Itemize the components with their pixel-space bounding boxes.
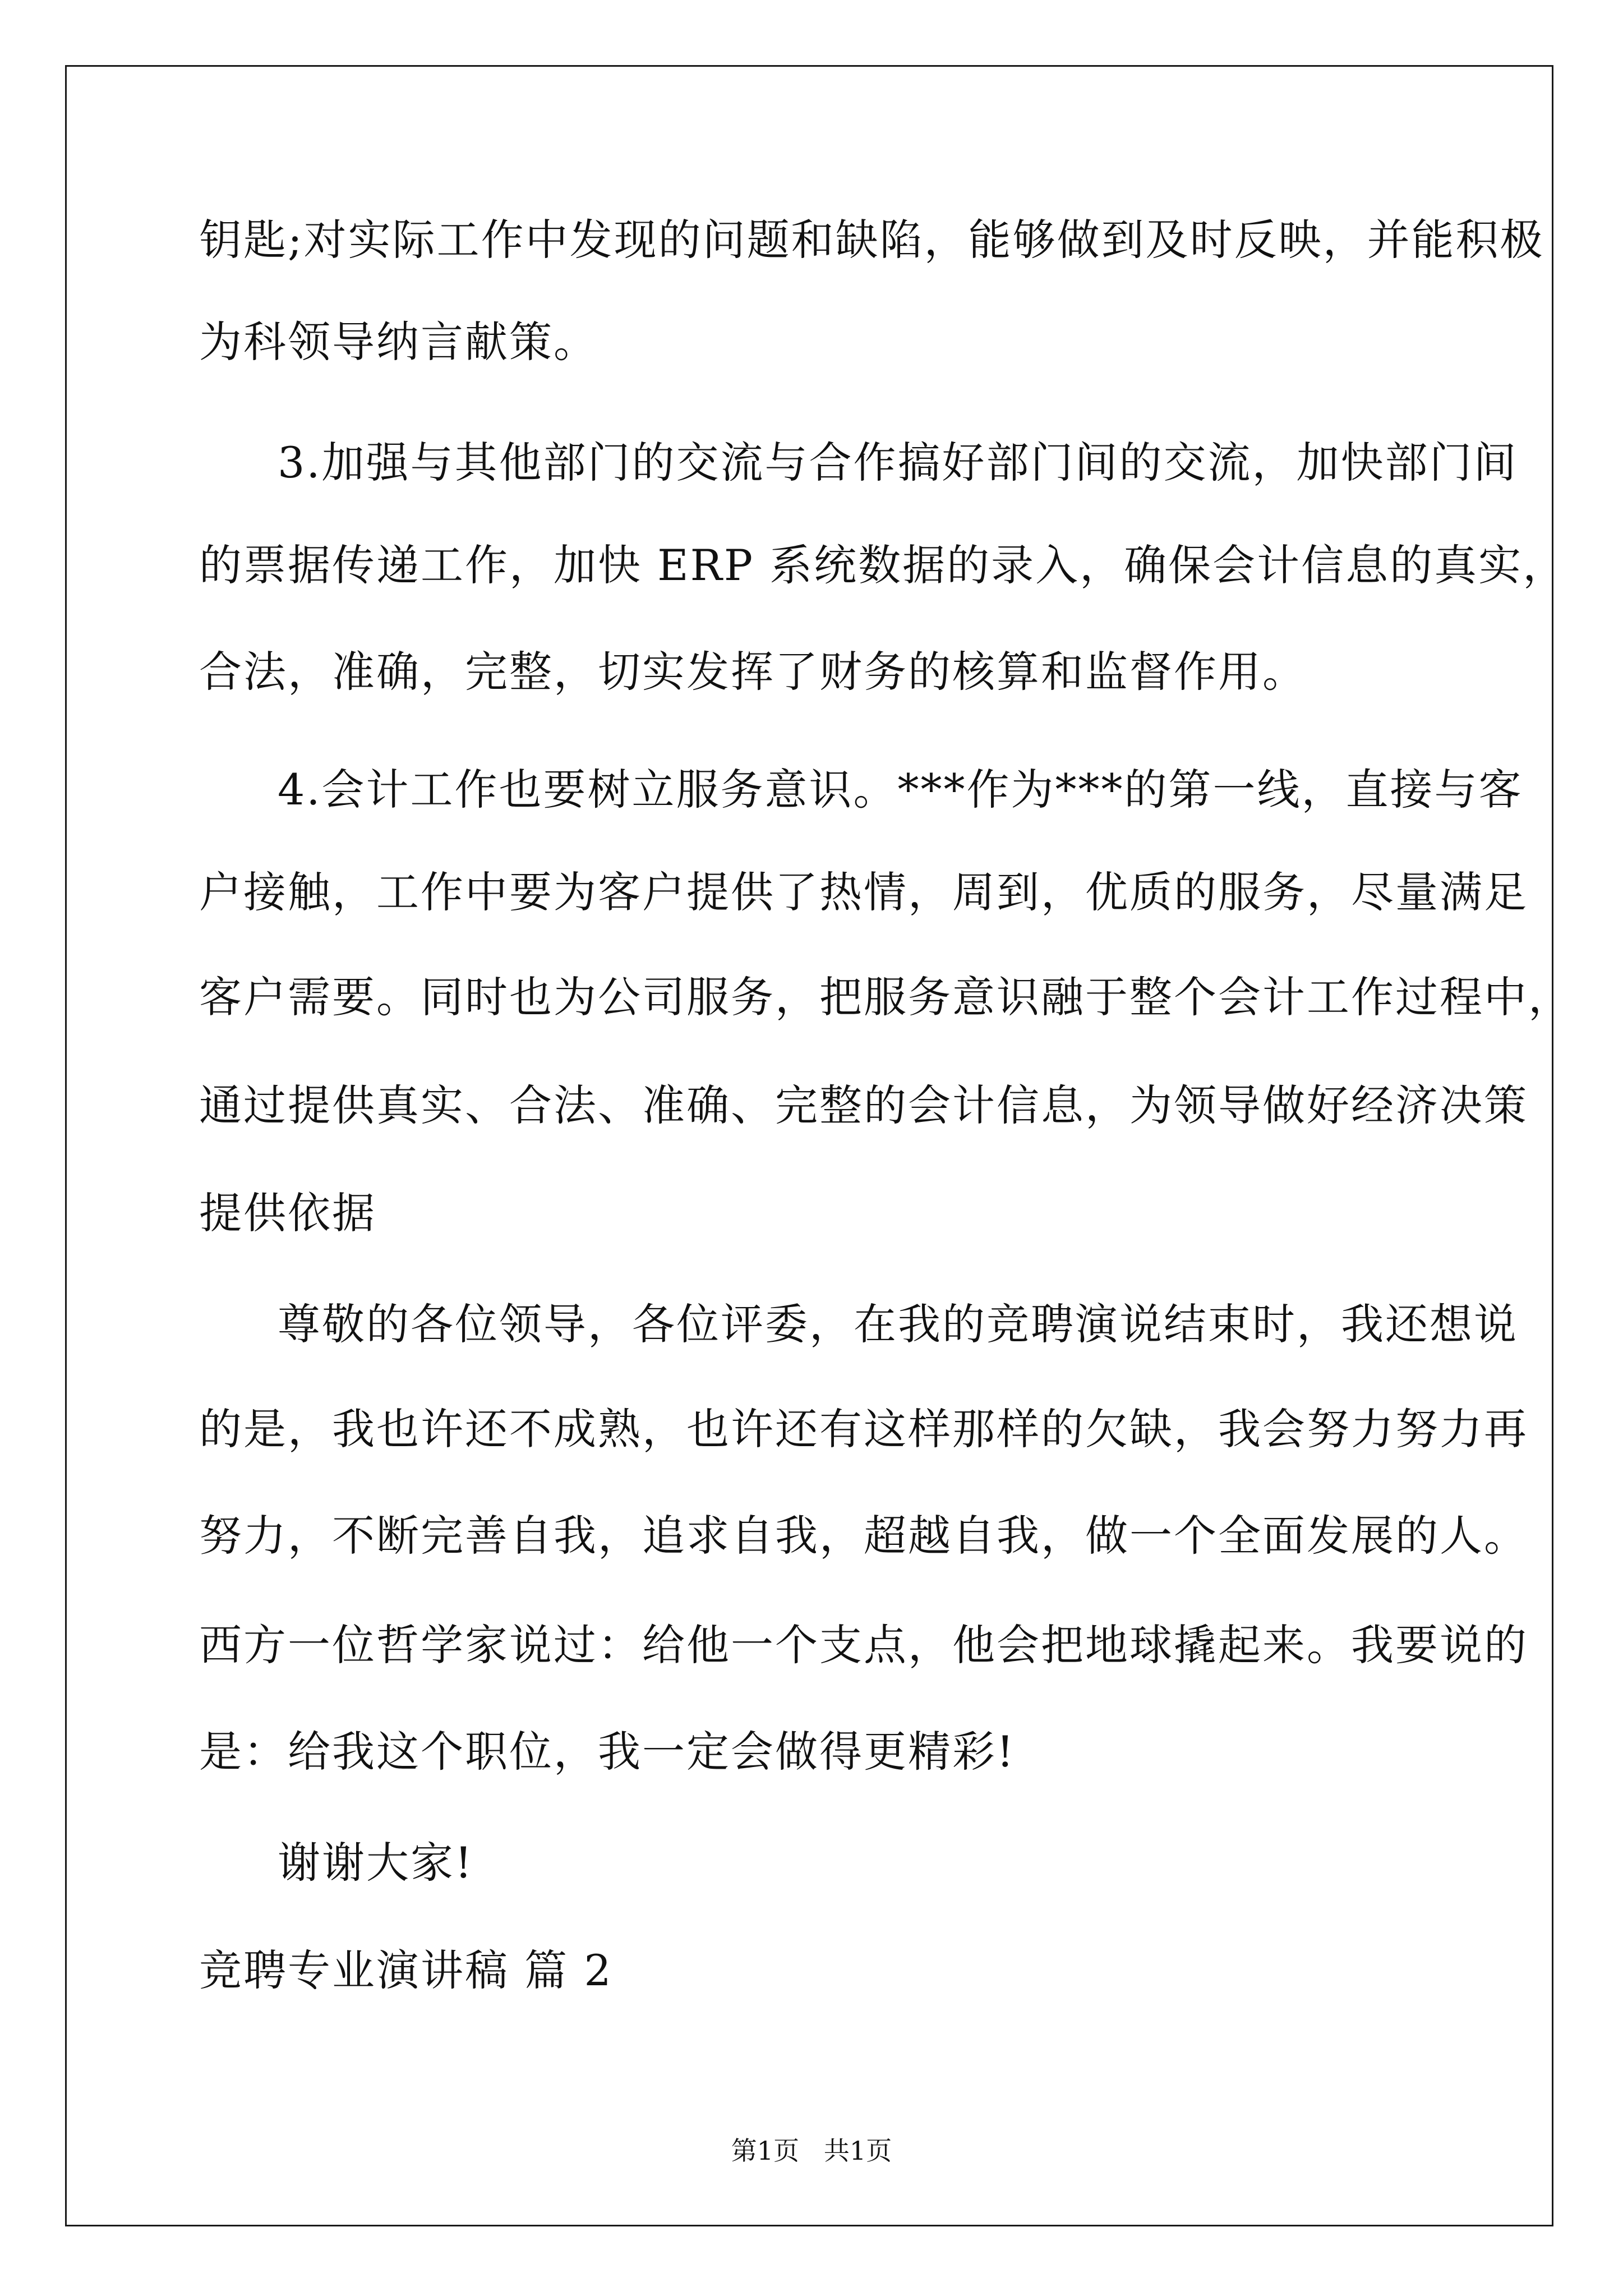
text-line: 努力，不断完善自我，追求自我，超越自我，做一个全面发展的人。	[199, 1511, 1528, 1561]
text-line: 合法，准确，完整，切实发挥了财务的核算和监督作用。	[199, 647, 1307, 697]
text-line: 是：给我这个职位，我一定会做得更精彩!	[199, 1727, 1016, 1777]
text-line: 3.加强与其他部门的交流与合作搞好部门间的交流，加快部门间	[278, 438, 1518, 487]
text-line: 提供依据	[199, 1188, 376, 1238]
text-line: 的票据传递工作，加快 ERP 系统数据的录入，确保会计信息的真实，	[199, 540, 1567, 590]
text-line: 尊敬的各位领导，各位评委，在我的竞聘演说结束时，我还想说	[278, 1299, 1518, 1349]
text-line: 西方一位哲学家说过：给他一个支点，他会把地球撬起来。我要说的	[199, 1620, 1528, 1670]
text-line: 4.会计工作也要树立服务意识。***作为***的第一线，直接与客	[278, 765, 1523, 815]
text-line: 户接触，工作中要为客户提供了热情，周到，优质的服务，尽量满足	[199, 867, 1528, 917]
page-border	[65, 65, 1553, 2226]
text-line: 的是，我也许还不成熟，也许还有这样那样的欠缺，我会努力努力再	[199, 1404, 1528, 1454]
text-line: 客户需要。同时也为公司服务，把服务意识融于整个会计工作过程中，	[199, 972, 1573, 1022]
text-line: 为科领导纳言献策。	[199, 317, 598, 367]
text-line: 通过提供真实、合法、准确、完整的会计信息，为领导做好经济决策	[199, 1080, 1528, 1130]
text-line: 谢谢大家!	[278, 1838, 474, 1888]
page-footer: 第1页 共1页	[731, 2136, 892, 2166]
section-heading: 竞聘专业演讲稿 篇 2	[199, 1945, 613, 1995]
text-line: 钥匙;对实际工作中发现的问题和缺陷，能够做到及时反映，并能积极	[199, 215, 1544, 265]
